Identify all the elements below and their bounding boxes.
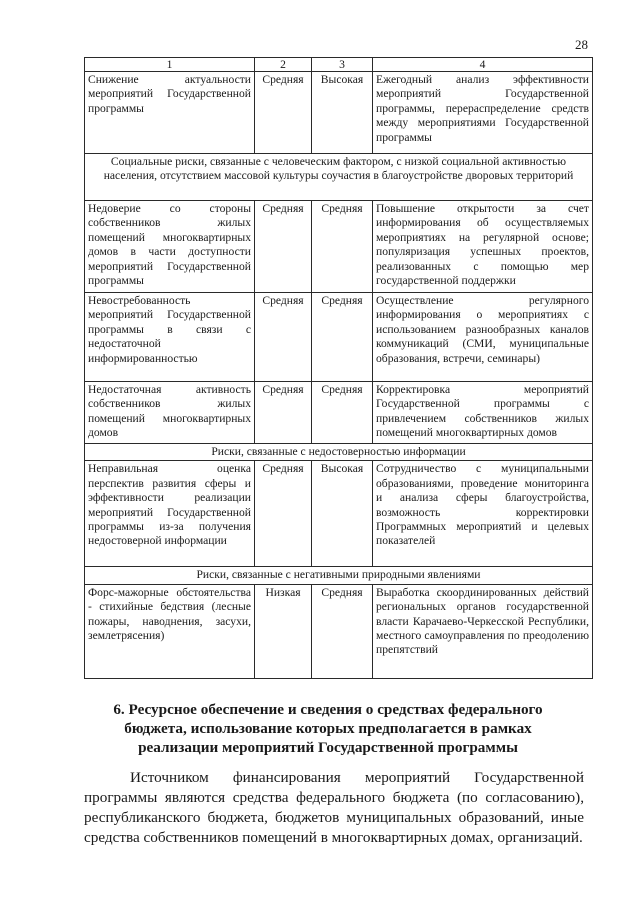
- table-row: [85, 382, 593, 444]
- section-title: Риски, связанные с недостоверностью информации: [85, 444, 593, 461]
- measures-cell: Осуществление регулярного информирования о мероприятиях с использованием разнообразных каналов коммуникаций (СМИ, муниципальные образования, встречи, семинары): [373, 293, 593, 382]
- impact-cell: Средняя: [312, 293, 373, 382]
- header-cell-3: 3: [312, 58, 373, 72]
- header-cell-2: 2: [255, 58, 312, 72]
- risk-cell: Недоверие со стороны собственников жилых помещений многоквартирных домов в части доступности мероприятий Государственной программы: [85, 201, 255, 293]
- probability-cell: Низкая: [255, 584, 312, 678]
- measures-cell: Ежегодный анализ эффективности мероприятий Государственной программы, перераспределение средств между мероприятиями Государственной программы: [373, 72, 593, 154]
- risk-cell: Форс-мажорные обстоятельства - стихийные бедствия (лесные пожары, наводнения, засухи, землетрясения): [85, 584, 255, 678]
- measures-cell: Сотрудничество с муниципальными образованиями, проведение мониторинга и анализа сферы благоустройства, возможность корректировки Программных мероприятий и целевых показателей: [373, 461, 593, 567]
- table-row: [85, 293, 593, 382]
- measures-cell: Повышение открытости за счет информирования об осуществляемых мероприятиях на регулярной основе; популяризация успешных проектов, реализованных с помощью мер государственной поддержки: [373, 201, 593, 293]
- table-header-row: [85, 58, 593, 72]
- probability-cell: Средняя: [255, 72, 312, 154]
- probability-cell: Средняя: [255, 461, 312, 567]
- section-row: [85, 444, 593, 461]
- impact-cell: Средняя: [312, 584, 373, 678]
- impact-cell: Средняя: [312, 382, 373, 444]
- risk-cell: Снижение актуальности мероприятий Государственной программы: [85, 72, 255, 154]
- risk-cell: Невостребованность мероприятий Государственной программы в связи с недостаточной информированностью: [85, 293, 255, 382]
- header-cell-1: 1: [85, 58, 255, 72]
- table-row: [85, 584, 593, 678]
- section-row: [85, 154, 593, 201]
- table-row: [85, 72, 593, 154]
- risk-cell: Неправильная оценка перспектив развития сферы и эффективности реализации мероприятий Государственной программы из-за получения недостоверной информации: [85, 461, 255, 567]
- section-title: Риски, связанные с негативными природными явлениями: [85, 567, 593, 584]
- measures-cell: Выработка скоординированных действий региональных органов государственной власти Карачаево-Черкесской Республики, местного самоуправления по преодолению препятствий: [373, 584, 593, 678]
- probability-cell: Средняя: [255, 201, 312, 293]
- probability-cell: Средняя: [255, 293, 312, 382]
- probability-cell: Средняя: [255, 382, 312, 444]
- page-number: 28: [575, 37, 588, 52]
- impact-cell: Высокая: [312, 461, 373, 567]
- table-row: [85, 461, 593, 567]
- risk-table: [84, 57, 593, 679]
- risk-cell: Недостаточная активность собственников жилых помещений многоквартирных домов: [85, 382, 255, 444]
- section-title: Социальные риски, связанные с человеческим фактором, с низкой социальной активностью населения, отсутствием массовой культуры соучастия в благоустройстве дворовых территорий: [85, 154, 593, 201]
- section-row: [85, 567, 593, 584]
- header-cell-4: 4: [373, 58, 593, 72]
- impact-cell: Высокая: [312, 72, 373, 154]
- section-heading: 6. Ресурсное обеспечение и сведения о средствах федерального бюджета, использование которых предполагается в рамках реализации мероприятий Государственной программы: [113, 701, 543, 756]
- body-paragraph: Источником финансирования мероприятий Государственной программы являются средства федерального бюджета (по согласованию), республиканского бюджета, бюджетов муниципальных образований, иные средства собственников помещений в многоквартирных домах, организаций.: [84, 769, 584, 846]
- table-row: [85, 201, 593, 293]
- measures-cell: Корректировка мероприятий Государственной программы с привлечением собственников жилых помещений многоквартирных домов: [373, 382, 593, 444]
- impact-cell: Средняя: [312, 201, 373, 293]
